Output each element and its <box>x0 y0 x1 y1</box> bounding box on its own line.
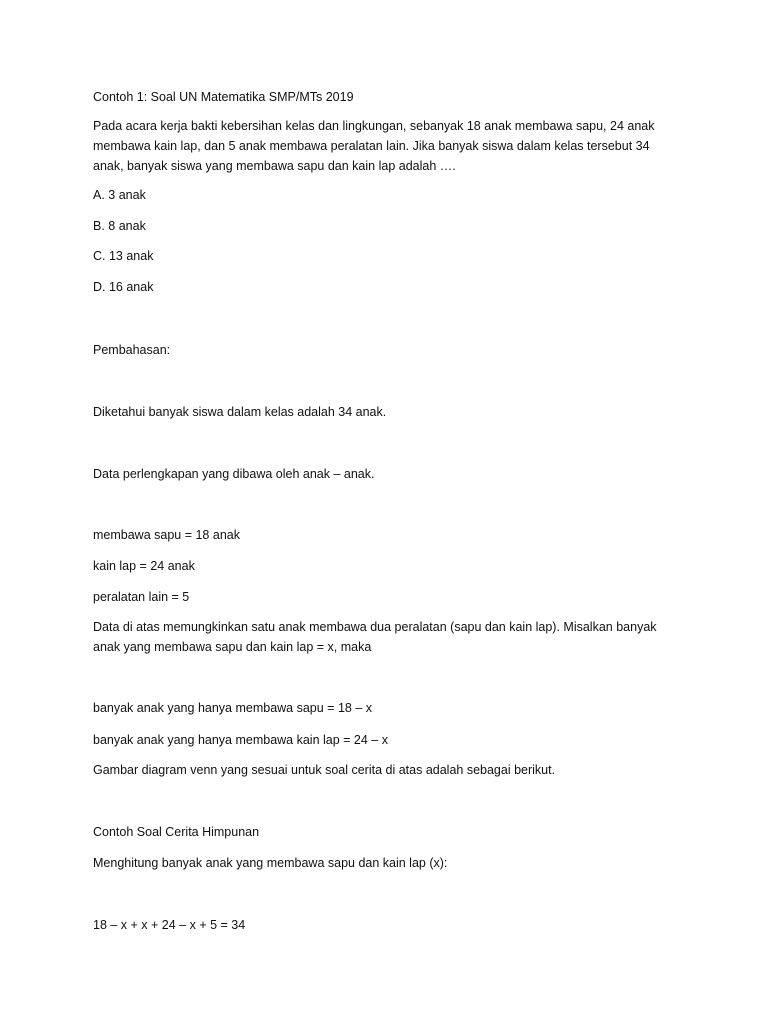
question-line: membawa kain lap, dan 5 anak membawa peralatan lain. Jika banyak siswa dalam kelas tersebut 34 <box>93 139 650 153</box>
explanation-line: Data di atas memungkinkan satu anak membawa dua peralatan (sapu dan kain lap). Misalkan banyak <box>93 620 657 634</box>
figure-caption: Contoh Soal Cerita Himpunan <box>93 825 260 839</box>
option-b: B. 8 anak <box>93 219 146 233</box>
only-sapu: banyak anak yang hanya membawa sapu = 18 – x <box>93 701 373 715</box>
explanation-line: anak yang membawa sapu dan kain lap = x, maka <box>93 640 372 654</box>
pembahasan-label: Pembahasan: <box>93 343 171 357</box>
document-heading: Contoh 1: Soal UN Matematika SMP/MTs 2019 <box>93 90 354 104</box>
item-kain-lap: kain lap = 24 anak <box>93 559 195 573</box>
known-statement: Diketahui banyak siswa dalam kelas adalah 34 anak. <box>93 405 387 419</box>
option-a: A. 3 anak <box>93 188 146 202</box>
question-line: anak, banyak siswa yang membawa sapu dan kain lap adalah …. <box>93 159 456 173</box>
option-c: C. 13 anak <box>93 249 154 263</box>
only-kain-lap: banyak anak yang hanya membawa kain lap = 24 – x <box>93 733 388 747</box>
question-line: Pada acara kerja bakti kebersihan kelas dan lingkungan, sebanyak 18 anak membawa sapu, 24 anak <box>93 119 655 133</box>
item-peralatan-lain: peralatan lain = 5 <box>93 590 190 604</box>
item-sapu: membawa sapu = 18 anak <box>93 528 240 542</box>
equation: 18 – x + x + 24 – x + 5 = 34 <box>93 918 246 932</box>
option-d: D. 16 anak <box>93 280 154 294</box>
compute-statement: Menghitung banyak anak yang membawa sapu dan kain lap (x): <box>93 856 448 870</box>
venn-statement: Gambar diagram venn yang sesuai untuk soal cerita di atas adalah sebagai berikut. <box>93 763 556 777</box>
data-intro: Data perlengkapan yang dibawa oleh anak – anak. <box>93 467 375 481</box>
